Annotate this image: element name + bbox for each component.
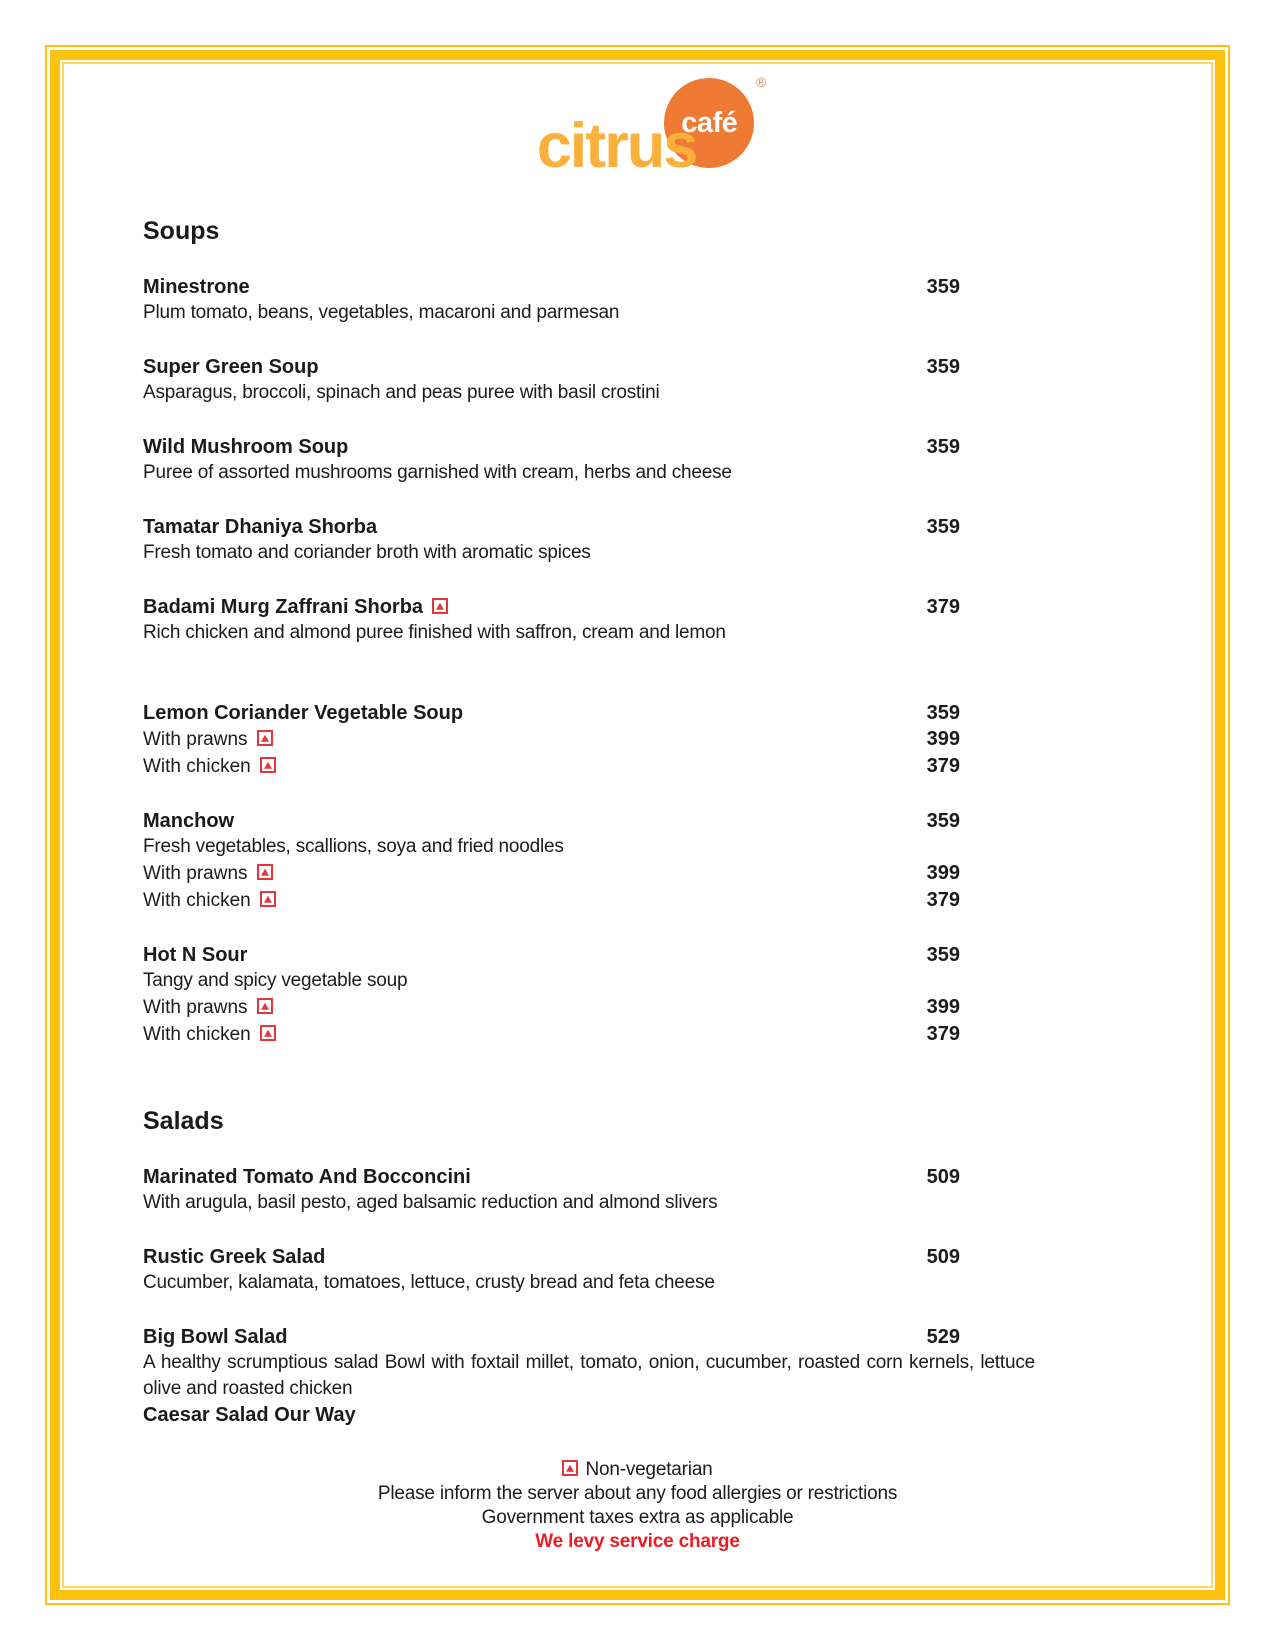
- item-name: Wild Mushroom Soup: [143, 436, 349, 458]
- non-veg-label: Non-vegetarian: [585, 1459, 713, 1480]
- item-header-row: [143, 354, 1035, 380]
- citrus-cafe-logo: [536, 74, 767, 182]
- item-description: With arugula, basil pesto, aged balsamic reduction and almond slivers: [143, 1192, 718, 1213]
- item-name: Caesar Salad Our Way: [143, 1404, 356, 1426]
- allergy-notice: Please inform the server about any food allergies or restrictions: [377, 1483, 898, 1504]
- menu-section: [143, 1106, 1035, 1428]
- brand-wordmark: citrus: [536, 111, 697, 181]
- item-price: 379: [926, 596, 960, 618]
- item-name: Badami Murg Zaffrani Shorba: [143, 594, 448, 620]
- variant-price: 379: [926, 1023, 960, 1045]
- item-header-row: [143, 594, 1035, 620]
- variant-price: 379: [926, 755, 960, 777]
- item-price: 509: [926, 1246, 960, 1268]
- item-price: 359: [926, 944, 960, 966]
- item-name: Super Green Soup: [143, 356, 319, 378]
- variant-label: With chicken: [143, 754, 276, 780]
- menu-section: [143, 216, 1035, 1048]
- item-variant-row: [143, 887, 1035, 914]
- item-description: Fresh tomato and coriander broth with aromatic spices: [143, 542, 591, 563]
- section-title: Soups: [143, 217, 220, 245]
- variant-price: 399: [926, 728, 960, 750]
- item-price: 509: [926, 1166, 960, 1188]
- non-veg-icon: [562, 1460, 578, 1476]
- item-name: Tamatar Dhaniya Shorba: [143, 516, 378, 538]
- menu-item: [143, 514, 1035, 566]
- variant-price: 399: [926, 996, 960, 1018]
- variant-label: With prawns: [143, 995, 273, 1021]
- item-variant-row: [143, 726, 1035, 753]
- menu-item: [143, 274, 1035, 326]
- item-variant-row: [143, 860, 1035, 887]
- item-header-row: [143, 1324, 1035, 1350]
- item-name: Big Bowl Salad: [143, 1326, 288, 1348]
- item-price: 359: [926, 810, 960, 832]
- menu-item: [143, 434, 1035, 486]
- item-description: Fresh vegetables, scallions, soya and fried noodles: [143, 836, 564, 857]
- variant-label: With prawns: [143, 861, 273, 887]
- item-price: 529: [926, 1326, 960, 1348]
- item-name: Lemon Coriander Vegetable Soup: [143, 702, 464, 724]
- item-name: Rustic Greek Salad: [143, 1246, 326, 1268]
- item-description: Cucumber, kalamata, tomatoes, lettuce, crusty bread and feta cheese: [143, 1272, 715, 1293]
- menu-content-area: [64, 64, 1211, 1586]
- menu-item: [143, 808, 1035, 914]
- item-variant-row: [143, 994, 1035, 1021]
- outer-border: [45, 45, 1230, 1605]
- service-charge-notice: We levy service charge: [535, 1531, 740, 1552]
- variant-label: With chicken: [143, 888, 276, 914]
- item-header-row: [143, 1244, 1035, 1270]
- logo-wrap: [64, 74, 1211, 186]
- item-variant-row: [143, 753, 1035, 780]
- menu-sections: [143, 216, 1035, 1428]
- non-veg-icon: [257, 864, 273, 880]
- menu-item: [143, 700, 1035, 780]
- item-description: Tangy and spicy vegetable soup: [143, 970, 408, 991]
- item-header-row: [143, 434, 1035, 460]
- cafe-badge-label: café: [681, 106, 738, 139]
- tax-notice: Government taxes extra as applicable: [481, 1507, 794, 1528]
- registered-mark-icon: ®: [755, 74, 767, 90]
- item-header-row: [143, 274, 1035, 300]
- non-veg-icon: [260, 891, 276, 907]
- item-description: Rich chicken and almond puree finished with saffron, cream and lemon: [143, 622, 726, 643]
- item-header-row: [143, 942, 1035, 968]
- variant-label: With chicken: [143, 1022, 276, 1048]
- item-description: Asparagus, broccoli, spinach and peas puree with basil crostini: [143, 382, 660, 403]
- item-description: Puree of assorted mushrooms garnished with cream, herbs and cheese: [143, 462, 732, 483]
- inner-border: [62, 62, 1213, 1588]
- item-header-row: [143, 1164, 1035, 1190]
- item-price: 359: [926, 516, 960, 538]
- non-veg-icon: [257, 998, 273, 1014]
- item-price: 359: [926, 436, 960, 458]
- item-name: Marinated Tomato And Bocconcini: [143, 1166, 471, 1188]
- non-veg-icon: [260, 1025, 276, 1041]
- item-description: A healthy scrumptious salad Bowl with foxtail millet, tomato, onion, cucumber, roasted corn kernels, lettuce olive and roasted chicken: [143, 1352, 1035, 1399]
- menu-item: [143, 354, 1035, 406]
- item-header-row: [143, 1402, 1035, 1428]
- menu-footer: [64, 1458, 1211, 1554]
- item-header-row: [143, 514, 1035, 540]
- menu-item: [143, 1402, 1035, 1428]
- menu-item: [143, 1164, 1035, 1216]
- item-price: 359: [926, 702, 960, 724]
- item-header-row: [143, 808, 1035, 834]
- variant-label: With prawns: [143, 727, 273, 753]
- variant-price: 379: [926, 889, 960, 911]
- section-title: Salads: [143, 1107, 224, 1135]
- non-veg-icon: [257, 730, 273, 746]
- item-price: 359: [926, 276, 960, 298]
- menu-item: [143, 1244, 1035, 1296]
- menu-item: [143, 942, 1035, 1048]
- thick-border: [50, 50, 1225, 1600]
- item-description: Plum tomato, beans, vegetables, macaroni and parmesan: [143, 302, 620, 323]
- item-name: Minestrone: [143, 276, 250, 298]
- non-veg-legend: [64, 1458, 1211, 1482]
- item-price: 359: [926, 356, 960, 378]
- item-header-row: [143, 700, 1035, 726]
- menu-item: [143, 1324, 1035, 1402]
- item-name: Hot N Sour: [143, 944, 248, 966]
- item-name: Manchow: [143, 810, 235, 832]
- variant-price: 399: [926, 862, 960, 884]
- non-veg-icon: [432, 598, 448, 614]
- non-veg-icon: [260, 757, 276, 773]
- menu-item: [143, 594, 1035, 646]
- item-variant-row: [143, 1021, 1035, 1048]
